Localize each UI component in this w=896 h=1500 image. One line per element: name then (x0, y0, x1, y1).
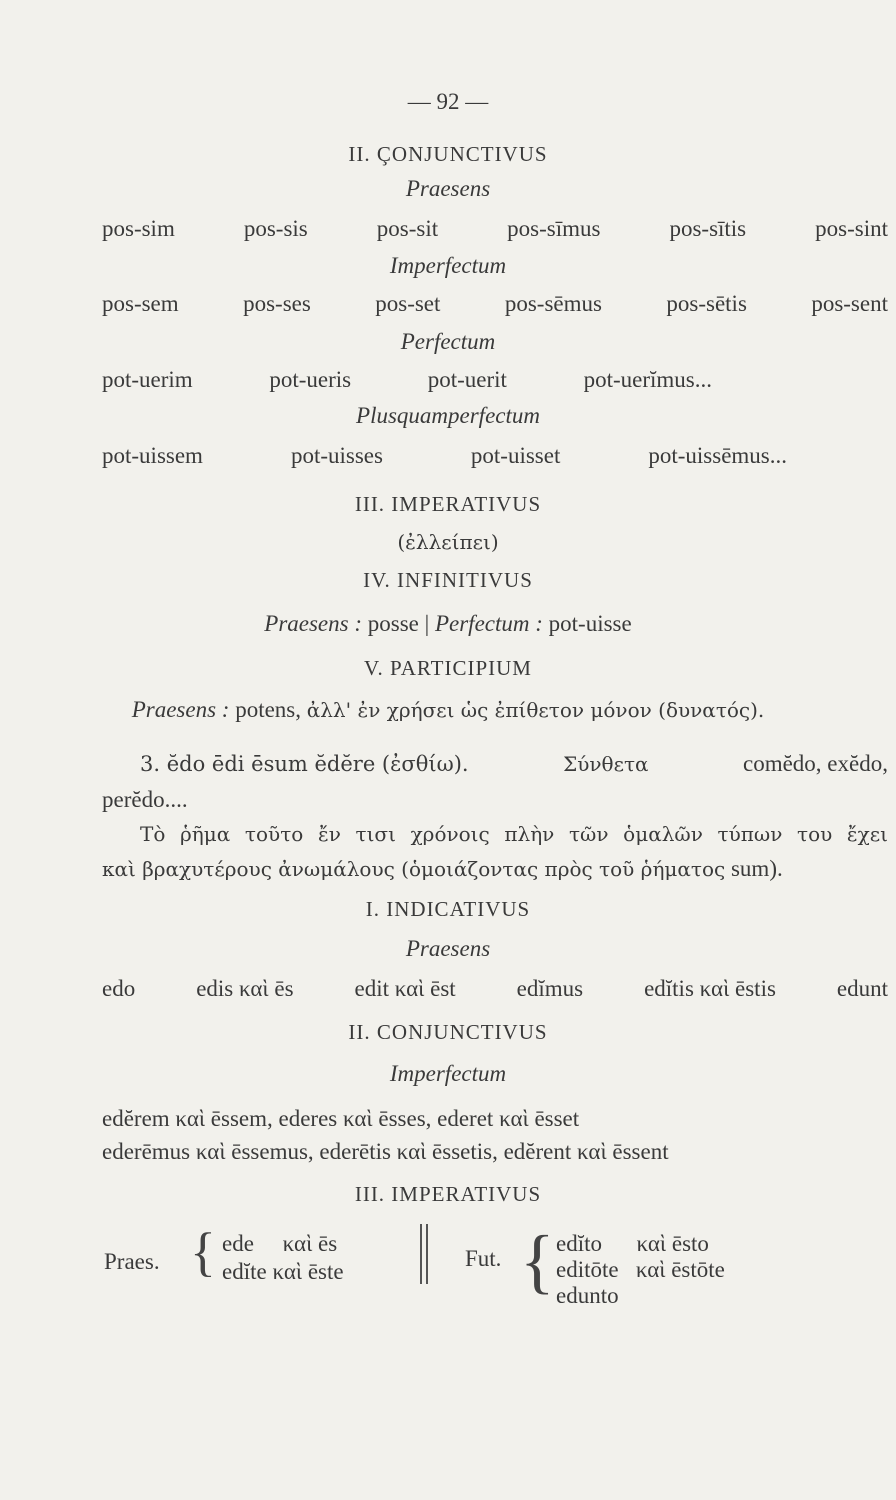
perfectum-forms-row (102, 366, 712, 394)
edo-line-1 (140, 750, 888, 778)
form: pos-sēmus (504, 291, 602, 316)
form: pos-sent (811, 291, 888, 316)
praes-form-1: ede καὶ ēs (222, 1231, 338, 1256)
edo-praesens-forms-row (102, 975, 888, 1003)
praes-form-2: edĭte καὶ ēste (222, 1259, 344, 1284)
form: pos-sim (102, 216, 175, 241)
edo-principal-parts: 3. ĕdo ēdi ēsum ĕdĕre (ἐσθίω). (140, 752, 469, 776)
edo-praesens-label: Praesens (405, 936, 491, 961)
infinitivus-line (0, 610, 896, 638)
form: pos-sis (243, 216, 308, 241)
conjunctivus-heading: II. ÇONJUNCTIVUS (348, 142, 548, 166)
part-note: ἀλλ' ἐν χρήσει ὡς ἐπίθετον μόνον (δυνατός). (306, 698, 765, 722)
form: pos-sint (815, 216, 888, 241)
form: pot-uerim (102, 367, 193, 392)
form: pot-uissem (102, 443, 203, 468)
edo-note-sum: sum). (730, 856, 783, 881)
form: edunt (836, 976, 888, 1001)
imperfectum-forms-row (102, 290, 888, 318)
plusquamperfectum-forms-row (102, 442, 787, 470)
form: edis καὶ ēs (196, 976, 294, 1001)
form: pos-set (375, 291, 441, 316)
double-rule-right (426, 1224, 428, 1284)
part-label: Praesens : (131, 697, 230, 722)
perfectum-label: Perfectum (400, 329, 496, 354)
inf-perfectum-form: pot-uisse (548, 611, 632, 636)
part-form: potens, (235, 697, 301, 722)
form: edit καὶ ēst (354, 976, 456, 1001)
edo-note-text: καὶ βραχυτέρους ἀνωμάλους (ὁμοιάζοντας πρὸς τοῦ ῥήματος (102, 857, 726, 881)
edo-conjunctivus-heading: II. CONJUNCTIVUS (348, 1020, 548, 1044)
praesens-forms-row (102, 215, 888, 243)
form: edĭmus (516, 976, 584, 1001)
left-brace-fut: { (520, 1221, 555, 1301)
fut-form-3: edunto (556, 1283, 619, 1308)
double-rule-left (420, 1224, 422, 1284)
edo-compounds-label: Σύνθετα (563, 752, 649, 776)
imperativus-note: (ἐλλείπει) (397, 530, 499, 554)
edo-compounds: comĕdo, exĕdo, (743, 751, 888, 776)
edo-indicativus-heading: I. INDICATIVUS (365, 897, 531, 921)
inf-praesens-form: posse | (367, 611, 430, 636)
edo-imperfectum-line-1: edĕrem καὶ ēssem, ederes καὶ ēsses, ederet καὶ ēsset (102, 1106, 580, 1131)
form: pot-uissēmus... (648, 443, 787, 468)
participium-heading: V. PARTICIPIUM (364, 656, 532, 680)
inf-perfectum-label: Perfectum : (434, 611, 543, 636)
participium-line (0, 696, 896, 724)
form: edo (102, 976, 136, 1001)
edo-imperfectum-label: Imperfectum (389, 1061, 507, 1086)
form: pos-sīmus (507, 216, 601, 241)
form: pos-ses (243, 291, 311, 316)
page-number: — 92 — (407, 89, 489, 114)
edo-imperfectum-line-2: ederēmus καὶ ēssemus, ederētis καὶ ēssetis, edĕrent καὶ ēssent (102, 1139, 669, 1164)
left-brace-praes: { (190, 1222, 216, 1282)
form: pot-uerit (427, 367, 507, 392)
form: pot-uisses (290, 443, 383, 468)
form: pos-sētis (666, 291, 747, 316)
fut-form-1: edĭto καὶ ēsto (556, 1231, 709, 1256)
form: pos-sītis (669, 216, 747, 241)
infinitivus-heading: IV. INFINITIVUS (363, 568, 533, 592)
fut-form-2: editōte καὶ ēstōte (556, 1257, 725, 1282)
plusquamperfectum-label: Plusquamperfectum (356, 403, 540, 428)
form: pot-uerĭmus... (583, 367, 712, 392)
form: pot-ueris (269, 367, 352, 392)
edo-note-line-2 (102, 855, 783, 883)
edo-imperativus-heading: III. IMPERATIVUS (354, 1182, 542, 1206)
edo-note-line-1: Τὸ ῥῆμα τοῦτο ἔν τισι χρόνοις πλὴν τῶν ὁμαλῶν τύπων του ἔχει (140, 822, 888, 846)
praes-label: Praes. (104, 1249, 160, 1274)
praesens-label: Praesens (405, 176, 491, 201)
form: edĭtis καὶ ēstis (644, 976, 776, 1001)
fut-label: Fut. (465, 1246, 502, 1271)
form: pot-uisset (470, 443, 561, 468)
imperfectum-label: Imperfectum (389, 253, 507, 278)
form: pos-sit (376, 216, 439, 241)
form: pos-sem (102, 291, 179, 316)
edo-line-2: perĕdo.... (102, 787, 188, 812)
imperativus-heading: III. IMPERATIVUS (354, 492, 542, 516)
inf-praesens-label: Praesens : (264, 611, 362, 636)
